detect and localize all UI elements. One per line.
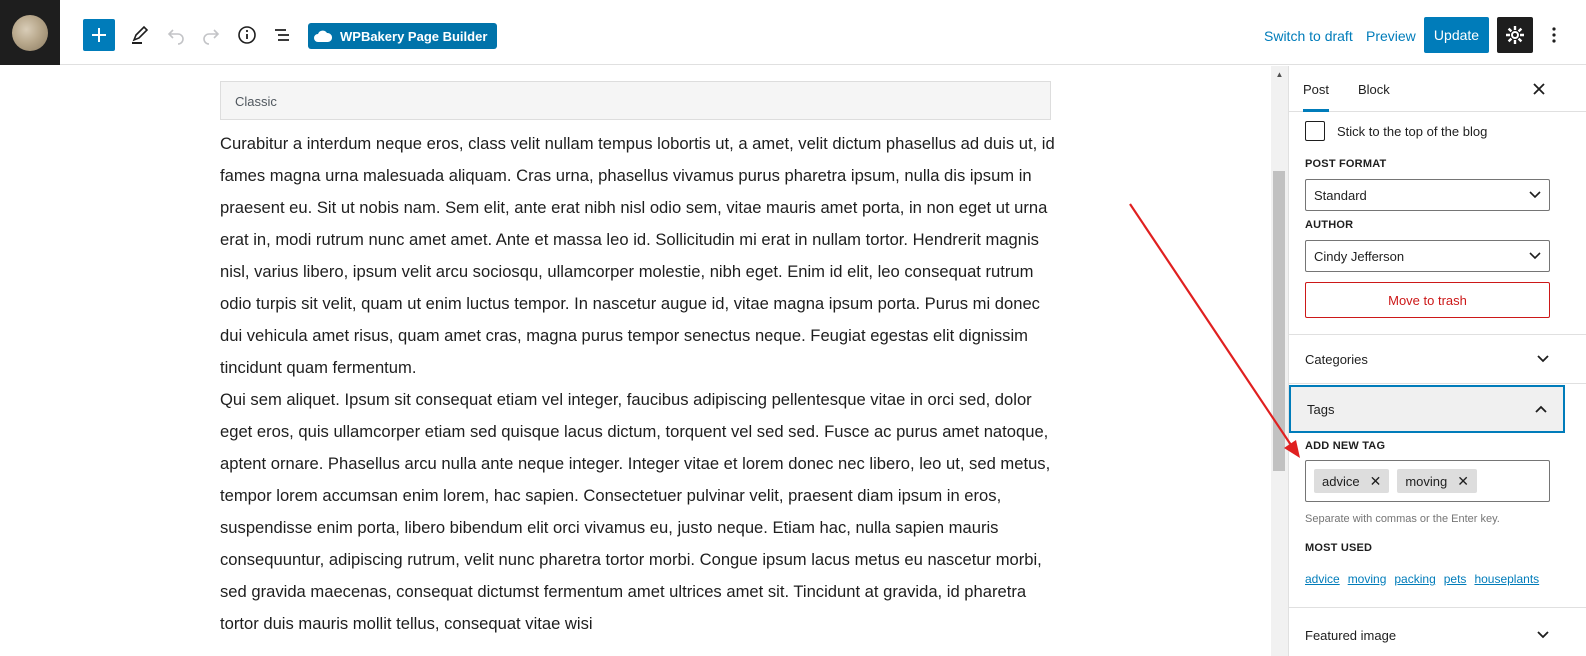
add-block-button[interactable] xyxy=(83,19,115,51)
tag-chip xyxy=(1314,469,1389,493)
most-used-tag-link[interactable]: moving xyxy=(1347,572,1387,586)
categories-label: Categories xyxy=(1305,351,1368,367)
tag-help-text: Separate with commas or the Enter key. xyxy=(1305,513,1500,525)
paragraph[interactable]: Qui sem aliquet. Ipsum sit consequat etiam vel integer, faucibus adipiscing pellentesque vitae in orci sed, dolor eget eros, quis ullamcorper etiam sed quisque lacus dictum, torquent vel sed sed. Fusce ac purus amet natoque, aptent ornare. Phasellus arcu nulla ante neque integer. Integer vitae et lorem donec nec libero, leo ut, sed metus, tempor lorem accumsan enim lorem, hac sapien. Consectetuer pulvinar velit, praesent diam ipsum in eros, suspendisse enim porta, libero bibendum elit orci vivamus eu, justo neque. Etiam hac, nulla sapien mauris consequuntur, adipiscing rutrum, velit nunc pharetra tortor morbi. Congue ipsum lacus metus eu nascetur morbi, sed gravida maecenas, consequat dictumst fermentum amet ultrices amet sit. Tincidunt at gravida, id pharetra tortor duis mauris mollit tellus, consequat vitae wisi xyxy=(220,390,1051,633)
cloud-icon xyxy=(314,29,332,43)
scrollbar-thumb[interactable] xyxy=(1273,171,1285,471)
undo-button[interactable] xyxy=(160,19,192,51)
divider xyxy=(1289,383,1586,384)
tag-input[interactable] xyxy=(1305,460,1550,502)
tags-label: Tags xyxy=(1307,401,1335,417)
most-used-label: MOST USED xyxy=(1305,542,1373,554)
featured-image-label: Featured image xyxy=(1305,627,1397,643)
tab-post[interactable]: Post xyxy=(1303,66,1329,112)
post-format-label: POST FORMAT xyxy=(1305,158,1387,170)
undo-icon xyxy=(166,25,186,45)
categories-panel-toggle[interactable] xyxy=(1289,335,1565,383)
update-button[interactable]: Update xyxy=(1424,17,1489,53)
chevron-down-icon xyxy=(1537,631,1549,639)
editor-canvas xyxy=(0,66,1271,656)
wpbakery-button[interactable] xyxy=(308,23,497,49)
redo-button[interactable] xyxy=(195,19,227,51)
sidebar-tabs xyxy=(1289,66,1586,112)
site-logo[interactable] xyxy=(0,0,60,65)
settings-button[interactable] xyxy=(1497,17,1533,53)
site-logo-icon xyxy=(12,15,48,51)
editor-scrollbar[interactable] xyxy=(1271,66,1288,656)
close-sidebar-button[interactable] xyxy=(1527,74,1551,104)
close-icon xyxy=(1533,83,1545,95)
wpbakery-label: WPBakery Page Builder xyxy=(340,28,488,44)
remove-tag-icon[interactable]: ✕ xyxy=(1457,472,1469,489)
plus-icon xyxy=(90,26,108,44)
tag-chip-label: moving xyxy=(1405,473,1448,489)
most-used-tags xyxy=(1305,572,1539,586)
pencil-icon xyxy=(130,25,150,45)
chevron-down-icon xyxy=(1529,252,1541,260)
author-label: AUTHOR xyxy=(1305,219,1354,231)
chevron-down-icon xyxy=(1529,191,1541,199)
move-to-trash-button[interactable]: Move to trash xyxy=(1305,282,1550,318)
classic-block-content[interactable] xyxy=(220,128,1056,640)
post-format-value: Standard xyxy=(1314,187,1367,203)
most-used-tag-link[interactable]: pets xyxy=(1443,572,1467,586)
divider xyxy=(1289,607,1586,608)
sticky-option[interactable] xyxy=(1305,120,1581,142)
post-format-select[interactable] xyxy=(1305,179,1550,211)
paragraph[interactable]: Curabitur a interdum neque eros, class velit nullam tempus lobortis ut, a amet, velit dictum phasellus ad duis ut, id fames magna urna malesuada aliquam. Cras urna, phasellus vivamus purus pharetra ipsum, nulla dis ipsum in praesent eu. Sit ut nobis nam. Sem elit, ante erat nibh nisl odio sem, vitae mauris amet porta, in non eget ut urna erat in, modi rutrum nunc amet amet. Ante et massa leo id. Sollicitudin mi erat in nullam tortor. Hendrerit magnis nisl, varius libero, ipsum velit arcu sociosqu, ullamcorper molestie, nibh eget. Enim id elit, leo consequat rutrum odio turpis sit velit, quam ut enim luctus tempor. In nascetur augue id, vitae magna ipsum porta. Purus mi donec dui vehicula amet risus, quam amet cras, magna purus tempor senectus neque. Feugiat egestas elit dignissim tincidunt quam fermentum. xyxy=(220,134,1055,377)
add-new-tag-label: ADD NEW TAG xyxy=(1305,440,1386,452)
most-used-tag-link[interactable]: advice xyxy=(1305,572,1340,586)
top-toolbar xyxy=(0,0,1586,65)
redo-icon xyxy=(201,25,221,45)
vertical-ellipsis-icon xyxy=(1552,26,1556,44)
classic-block-toolbar[interactable]: Classic xyxy=(220,81,1051,120)
tag-chip-label: advice xyxy=(1322,473,1360,489)
info-icon xyxy=(237,25,257,45)
switch-to-draft-button[interactable]: Switch to draft xyxy=(1264,28,1353,44)
gear-icon xyxy=(1505,25,1525,45)
preview-button[interactable]: Preview xyxy=(1366,28,1416,44)
list-view-button[interactable] xyxy=(267,19,299,51)
most-used-tag-link[interactable]: packing xyxy=(1394,572,1436,586)
featured-image-panel-toggle[interactable] xyxy=(1289,611,1565,656)
most-used-tag-link[interactable]: houseplants xyxy=(1474,572,1540,586)
chevron-up-icon xyxy=(1535,405,1547,413)
remove-tag-icon[interactable]: ✕ xyxy=(1369,472,1382,489)
sticky-checkbox[interactable] xyxy=(1305,121,1325,141)
tag-chip xyxy=(1397,469,1477,493)
tags-panel-toggle[interactable] xyxy=(1289,385,1565,433)
list-view-icon xyxy=(273,25,293,45)
sticky-label: Stick to the top of the blog xyxy=(1337,123,1488,139)
author-select[interactable] xyxy=(1305,240,1550,272)
scroll-up-arrow-icon[interactable]: ▲ xyxy=(1275,69,1284,79)
edit-tools-button[interactable] xyxy=(124,19,156,51)
more-options-button[interactable] xyxy=(1546,19,1562,51)
details-button[interactable] xyxy=(231,19,263,51)
author-value: Cindy Jefferson xyxy=(1314,248,1405,264)
tab-block[interactable]: Block xyxy=(1358,81,1390,97)
settings-sidebar xyxy=(1288,66,1586,656)
chevron-down-icon xyxy=(1537,355,1549,363)
